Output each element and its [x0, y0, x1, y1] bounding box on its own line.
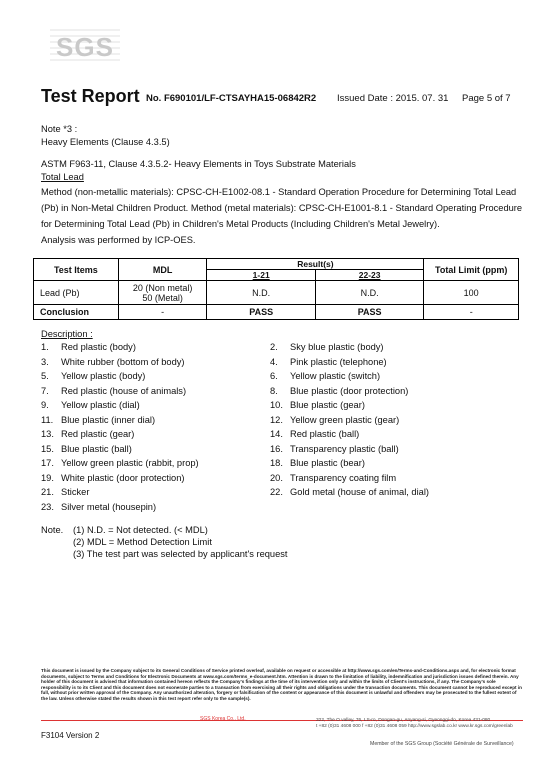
mdl-non-metal: 20 (Non metal): [132, 282, 193, 293]
heavy-elements-heading: Heavy Elements (Clause 4.3.5): [41, 137, 170, 147]
page-title: Test Report: [41, 86, 140, 106]
mdl-metal: 50 (Metal): [142, 292, 183, 303]
list-item: 14. Red plastic (ball): [270, 429, 360, 439]
footer-address: [316, 718, 513, 730]
list-item: 12. Yellow green plastic (gear): [270, 414, 400, 425]
row-conclusion-result-1: PASS: [207, 305, 315, 320]
note-line: (3) The test part was selected by applicant's request: [73, 549, 288, 559]
footer-address-line: t +82 (0)31 4608 000 f +82 (0)31 4608 059 http://www.sgslab.co.kr www.kr.sgs.com/greenlab: [316, 724, 513, 729]
list-item: 10. Blue plastic (gear): [270, 400, 365, 410]
note-label: Note *3 :: [41, 124, 78, 134]
list-item: 2. Sky blue plastic (body): [270, 342, 384, 352]
list-item: 20. Transparency coating film: [270, 472, 397, 483]
list-item: 19. White plastic (door protection): [41, 472, 185, 483]
notes-block: [41, 524, 288, 560]
list-item: 15. Blue plastic (ball): [41, 443, 132, 454]
issued-date: Issued Date : 2015. 07. 31: [337, 93, 449, 104]
list-item: 11. Blue plastic (inner dial): [41, 414, 156, 425]
method-line: Method (non-metallic materials): CPSC-CH-E1002-08.1 - Standard Operation Procedure for Determining Total Lead: [41, 187, 517, 197]
list-item: 7. Red plastic (house of animals): [41, 385, 187, 396]
row-conclusion-limit: -: [424, 305, 519, 320]
list-item: 16. Transparency plastic (ball): [270, 443, 399, 454]
description-list: [41, 342, 521, 516]
list-item: 4. Pink plastic (telephone): [270, 356, 387, 367]
footer-address-line: 322, The O valley, 76, LS-ro, Dongan-gu, Anyang-si, Gyeonggi-do, Korea 431-080: [316, 718, 491, 723]
report-number: No. F690101/LF-CTSAYHA15-06842R2: [146, 93, 317, 104]
list-item: 21. Sticker: [41, 487, 90, 497]
list-item: 6. Yellow plastic (switch): [270, 371, 381, 381]
header-mdl: MDL: [118, 259, 207, 281]
sgs-group-member: Member of the SGS Group (Société Générale de Surveillance): [370, 741, 514, 747]
row-lead-item: Lead (Pb): [34, 281, 119, 305]
list-item: 3. White rubber (bottom of body): [41, 356, 185, 367]
logo-text: SGS: [56, 32, 114, 62]
row-conclusion-mdl: -: [118, 305, 207, 320]
header-col-1-21: 1-21: [207, 270, 315, 281]
page-number: Page 5 of 7: [462, 93, 511, 104]
list-item: 23. Silver metal (housepin): [41, 501, 157, 512]
row-lead-result-1: N.D.: [207, 281, 315, 305]
method-line: Analysis was performed by ICP-OES.: [41, 235, 196, 245]
list-item: 1. Red plastic (body): [41, 342, 136, 352]
method-line: for Determining Total Lead (Pb) in Children's Metal Products (Including Children's Metal Jewelry).: [41, 219, 440, 229]
form-version: F3104 Version 2: [41, 731, 100, 740]
list-item: 17. Yellow green plastic (rabbit, prop): [41, 458, 199, 468]
row-conclusion-result-2: PASS: [315, 305, 423, 320]
list-item: 22. Gold metal (house of animal, dial): [270, 487, 430, 497]
note-line: (1) N.D. = Not detected. (< MDL): [73, 525, 208, 535]
header-total-limit: Total Limit (ppm): [424, 259, 519, 281]
list-item: 9. Yellow plastic (dial): [41, 400, 140, 410]
method-line: (Pb) in Non-Metal Children Product. Method (metal materials): CPSC-CH-E1001-8.1 - Standard Operating Procedure: [41, 203, 523, 213]
header-test-items: Test Items: [34, 259, 119, 281]
row-lead-limit: 100: [424, 281, 519, 305]
sgs-logo: [50, 24, 120, 64]
row-conclusion-item: Conclusion: [34, 305, 119, 320]
note-label: Note.: [41, 525, 64, 535]
note-line: (2) MDL = Method Detection Limit: [73, 537, 212, 547]
list-item: 18. Blue plastic (bear): [270, 458, 365, 468]
disclaimer-text: This document is issued by the Company subject to its General Conditions of Service printed overleaf, available on request or accessible at http://www.sgs.com/en/Terms-and-Conditions.aspx and, for electronic format documents, subject to Terms and Conditions for Electronic Documents at www.sgs.com/terms_e-document.htm. Attention is drawn to the limitation of liability, indemnification and jurisdiction issues defined therein. Any holder of this document is advised that information contained hereon reflects the Company's findings at the time of its intervention only and within the limits of Client's instructions, if any. The Company's sole responsibility is to its Client and this document does not exonerate parties to a transaction from exercising all their rights and obligations under the transaction documents. This document cannot be reproduced except in full, without prior written approval of the Company. Any unauthorized alteration, forgery or falsification of the content or appearance of this document is unlawful and offenders may be prosecuted to the fullest extent of the law. Unless otherwise stated the results shown in this test report refer only to the sample(s).: [41, 668, 522, 701]
row-lead-result-2: N.D.: [315, 281, 423, 305]
total-lead-heading: Total Lead: [41, 172, 84, 182]
description-label: Description :: [41, 329, 93, 339]
list-item: 13. Red plastic (gear): [41, 429, 135, 439]
astm-reference: ASTM F963-11, Clause 4.3.5.2- Heavy Elements in Toys Substrate Materials: [41, 159, 356, 169]
results-table: [33, 258, 519, 320]
row-lead-mdl: [118, 281, 207, 305]
list-item: 5. Yellow plastic (body): [41, 371, 146, 381]
list-item: 8. Blue plastic (door protection): [270, 385, 409, 396]
header-results: Result(s): [207, 259, 424, 270]
footer-company: SGS Korea Co., Ltd.: [200, 716, 246, 722]
header-col-22-23: 22-23: [315, 270, 423, 281]
